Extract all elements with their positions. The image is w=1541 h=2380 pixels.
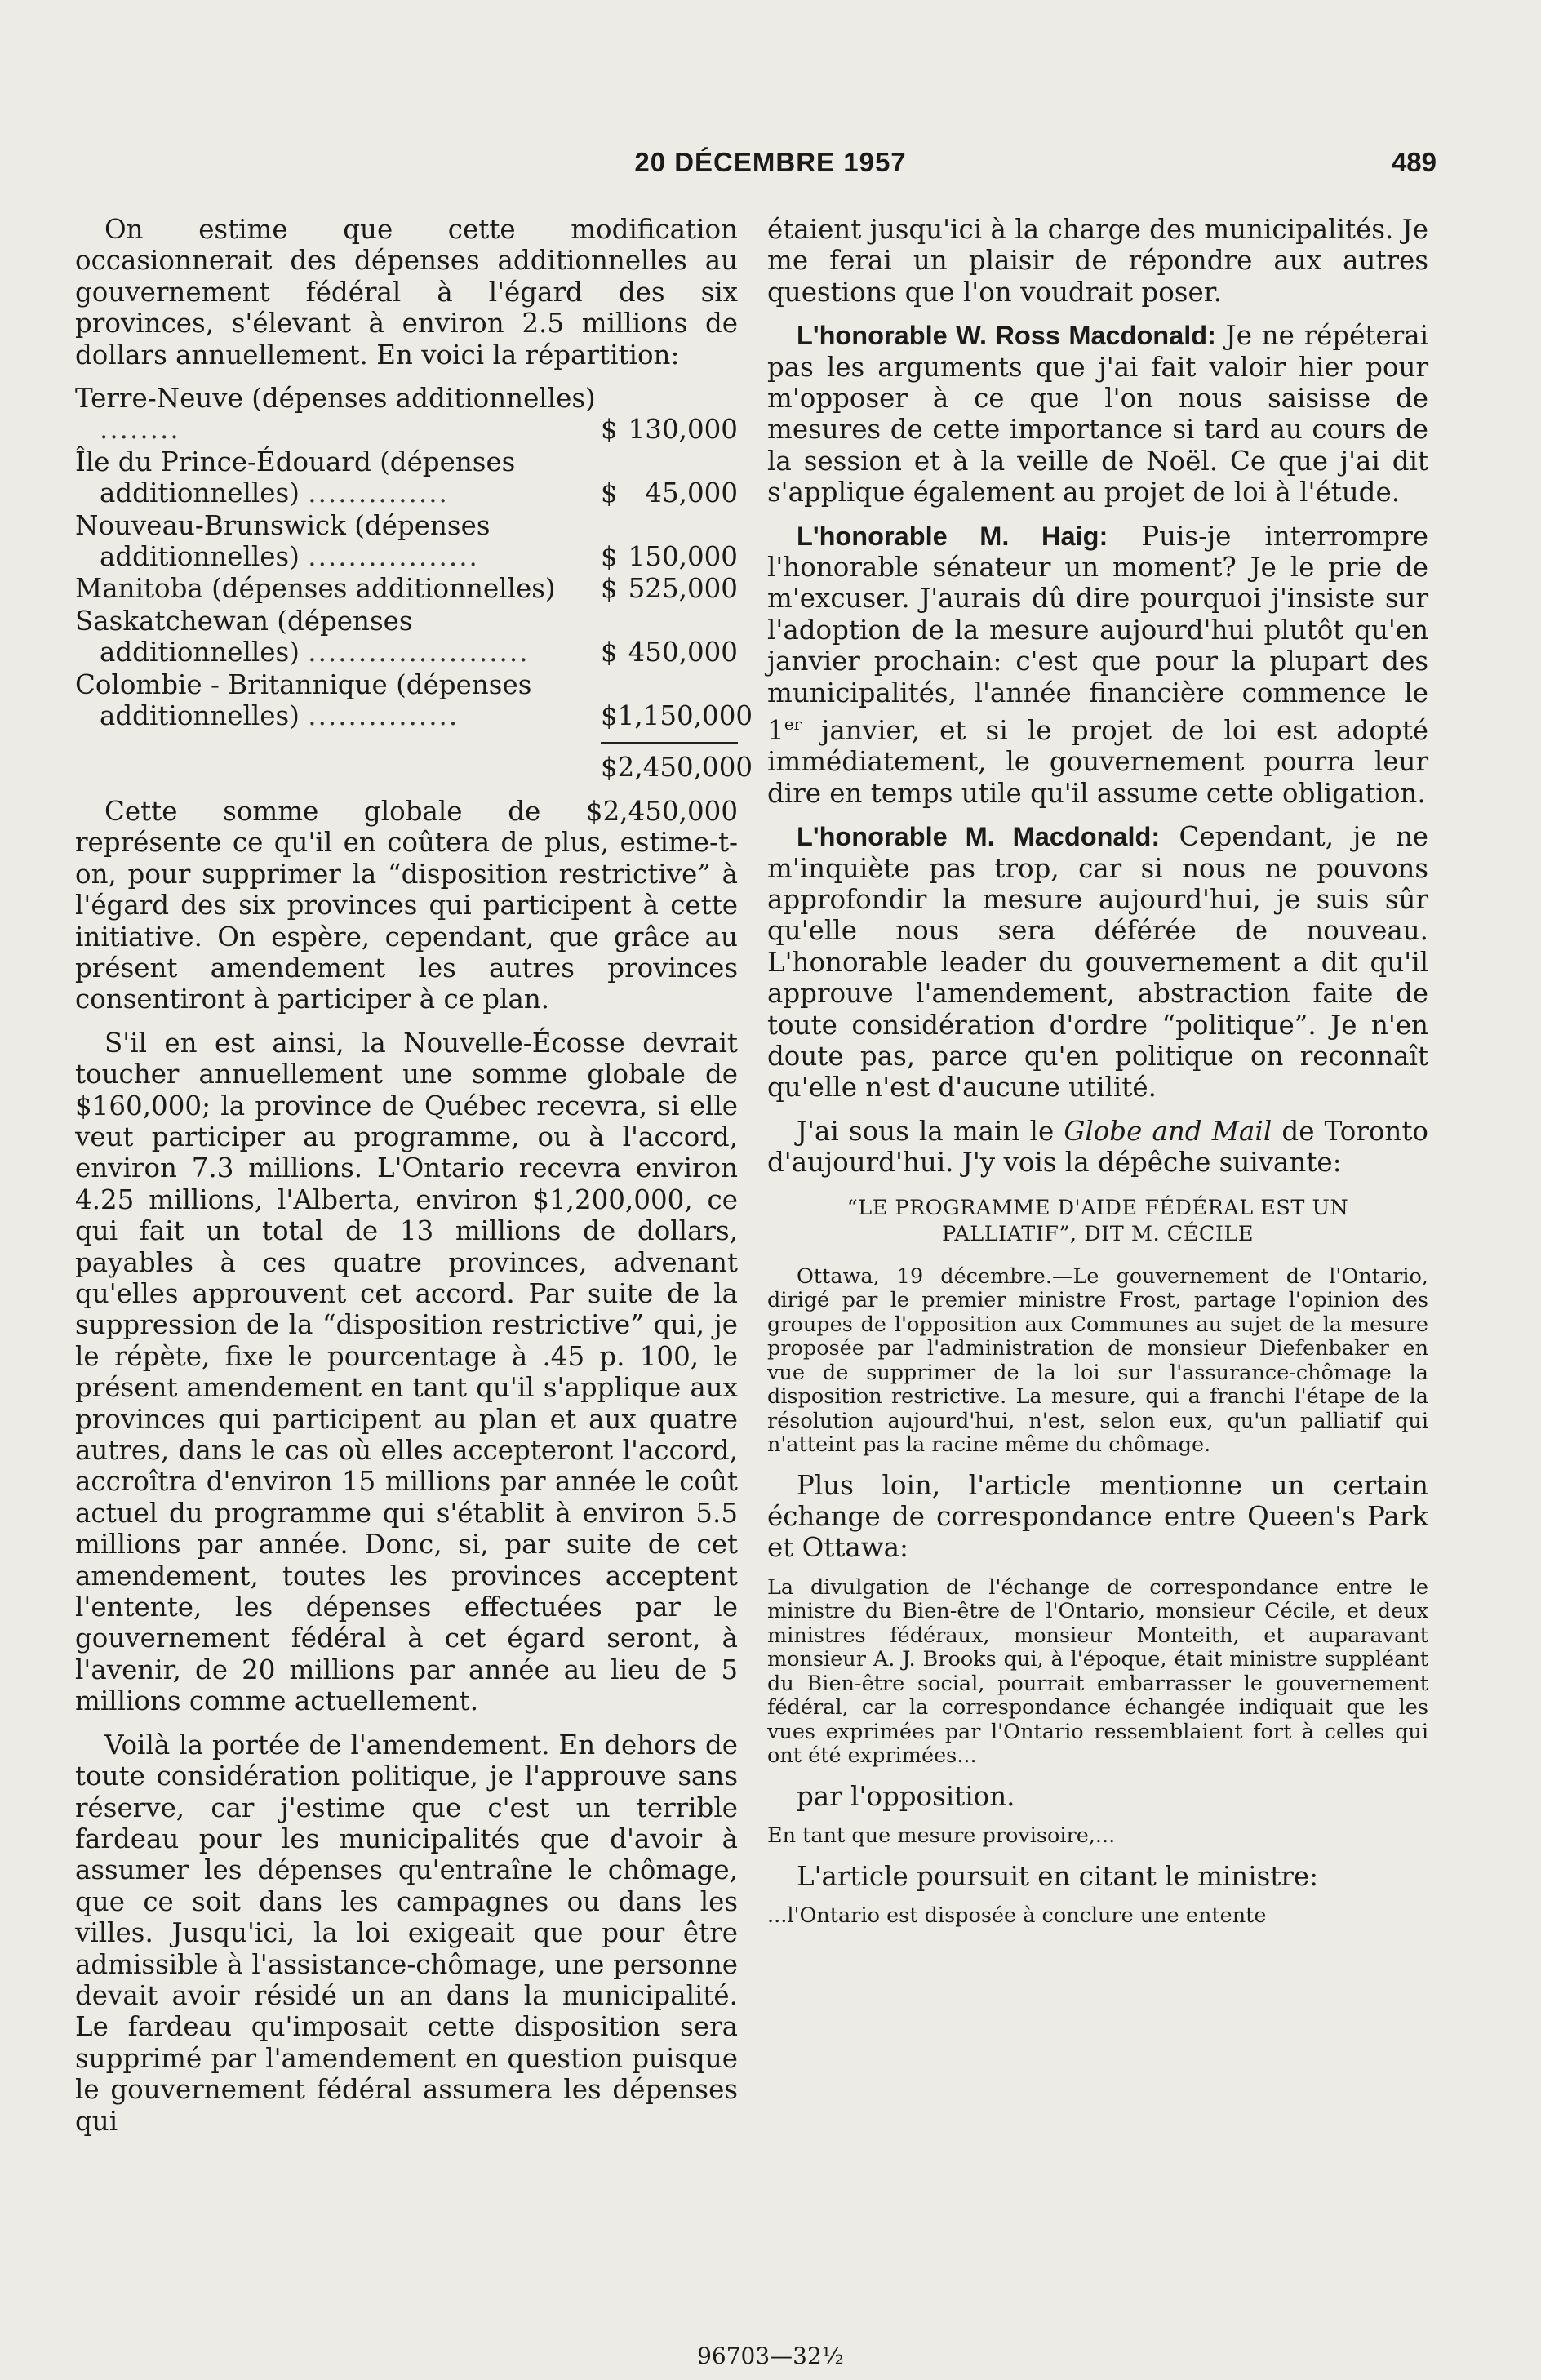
speaker-name: L'honorable W. Ross Macdonald: <box>797 321 1216 351</box>
quote-headline: “LE PROGRAMME D'AIDE FÉDÉRAL EST UN PALLIATIF”, DIT M. CÉCILE <box>846 1195 1349 1246</box>
table-row <box>75 668 753 732</box>
row-amount: $ 130,000 <box>601 414 738 446</box>
row-label: Colombie - Britannique (dépenses additionnelles) ............... <box>75 668 532 732</box>
row-label: Nouveau-Brunswick (dépenses additionnelles) ................. <box>75 509 491 573</box>
paragraph: Cette somme globale de $2,450,000 représente ce qu'il en coûtera de plus, estime-t-on, pour supprimer la “disposition restrictive” à l'égard des six provinces qui participent à cette initiative. On espère, cependant, que grâce au présent amendement les autres provinces consentiront à participer à ce plan. <box>75 795 738 1015</box>
speech: L'honorable W. Ross Macdonald: Je ne répéterai pas les arguments que j'ai fait valoir hier pour m'opposer à ce que l'on nous saisisse de mesures de cette importance si tard au cours de la session et à la veille de Noël. Ce que j'ai dit s'applique également au projet de loi à l'étude. <box>767 320 1428 508</box>
paragraph: Plus loin, l'article mentionne un certain échange de correspondance entre Queen's Park et Ottawa: <box>767 1469 1428 1564</box>
table-row <box>75 510 738 573</box>
table-row <box>75 573 738 604</box>
row-amount: $ 525,000 <box>601 573 738 605</box>
quoted-text: ...l'Ontario est disposée à conclure une entente <box>767 1903 1267 1929</box>
left-column <box>75 214 753 2149</box>
row-label: Manitoba (dépenses additionnelles) <box>75 573 556 605</box>
paragraph: Voilà la portée de l'amendement. En dehors de toute considération politique, je l'approuve sans réserve, car j'estime que c'est un terrible fardeau pour les municipalités que d'avoir à assumer les dépenses qu'entraîne le chômage, que ce soit dans les campagnes ou dans les villes. Jusqu'ici, la loi exigeait que pour être admissible à l'assistance-chômage, une personne devait avoir résidé un an dans la municipalité. Le fardeau qu'imposait cette disposition sera supprimé par l'amendement en question puisque le gouvernement fédéral assumera les dépenses qui <box>75 1729 738 2137</box>
table-row <box>75 446 738 509</box>
row-label: Terre-Neuve (dépenses additionnelles) ........ <box>75 383 596 446</box>
page-number: 489 <box>1391 147 1437 177</box>
expense-table <box>75 383 753 783</box>
paragraph: par l'opposition. <box>797 1780 1015 1812</box>
speaker-name: L'honorable M. Macdonald: <box>797 822 1161 852</box>
page-header <box>0 147 1541 188</box>
quoted-text: La divulgation de l'échange de correspondance entre le ministre du Bien-être de l'Ontario, monsieur Cécile, et deux ministres fédéraux, monsieur Monteith, et auparavant monsieur A. J. Brooks qui, à l'époque, était ministre suppléant du Bien-être social, pourrait embarrasser le gouvernement fédéral, car la correspondance échangée indiquait que les vues exprimées par l'Ontario ressemblaient fort à celles qui ont été exprimées... <box>767 1574 1428 1769</box>
paragraph: L'article poursuit en citant le ministre: <box>797 1860 1319 1892</box>
right-column <box>767 214 1428 1941</box>
quoted-text: Ottawa, 19 décembre.—Le gouvernement de l'Ontario, dirigé par le premier ministre Frost, partage l'opinion des groupes de l'opposition aux Communes au sujet de la mesure proposée par l'administration de monsieur Diefenbaker en vue de supprimer de la loi sur l'assurance-chômage la disposition restrictive. La mesure, qui a franchi l'étape de la résolution aujourd'hui, n'est, selon eux, qu'un palliatif qui n'atteint pas la racine même du chômage. <box>767 1263 1428 1458</box>
speech: L'honorable M. Haig: Puis-je interrompre l'honorable sénateur un moment? Je le prie de m'excuser. J'aurais dû dire pourquoi j'insiste sur l'adoption de la mesure aujourd'hui plutôt qu'en janvier prochain: c'est que pour la plupart des municipalités, l'année financière commence le 1er janvier, et si le projet de loi est adopté immédiatement, le gouvernement pourra leur dire en temps utile qu'il assume cette obligation. <box>767 520 1428 809</box>
table-row <box>75 383 738 446</box>
page-date: 20 DÉCEMBRE 1957 <box>634 147 907 177</box>
paragraph: On estime que cette modification occasionnerait des dépenses additionnelles au gouvernement fédéral à l'égard des six provinces, s'élevant à environ 2.5 millions de dollars annuellement. En voici la répartition: <box>75 214 738 371</box>
row-label: Île du Prince-Édouard (dépenses additionnelles) .............. <box>75 446 516 509</box>
speaker-name: L'honorable M. Haig: <box>797 521 1108 551</box>
row-amount: $ 450,000 <box>601 637 738 668</box>
row-amount: $ 150,000 <box>601 541 738 573</box>
paragraph: étaient jusqu'ici à la charge des municipalités. Je me ferai un plaisir de répondre aux autres questions que l'on voudrait poser. <box>767 214 1428 308</box>
table-row <box>75 606 738 668</box>
paragraph: J'ai sous la main le Globe and Mail de Toronto d'aujourd'hui. J'y vois la dépêche suivante: <box>767 1115 1428 1179</box>
speech: L'honorable M. Macdonald: Cependant, je ne m'inquiète pas trop, car si nous ne pouvons approfondir la mesure aujourd'hui, je suis sûr qu'elle nous sera déférée de nouveau. L'honorable leader du gouvernement a dit qu'il approuve l'amendement, abstraction faite de toute considération d'ordre “politique”. Je n'en doute pas, parce qu'en politique on reconnaît qu'elle n'est d'aucune utilité. <box>767 821 1428 1103</box>
row-amount: $ 45,000 <box>601 477 738 509</box>
row-label: Saskatchewan (dépenses additionnelles) ...................... <box>75 605 530 668</box>
table-total: $2,450,000 <box>75 742 738 783</box>
row-amount: $1,150,000 <box>601 700 753 732</box>
paragraph: S'il en est ainsi, la Nouvelle-Écosse devrait toucher annuellement une somme globale de $160,000; la province de Québec recevra, si elle veut participer au programme, ou à l'accord, environ 7.3 millions. L'Ontario recevra environ 4.25 millions, l'Alberta, environ $1,200,000, ce qui fait un total de 13 millions de dollars, payables à ces quatre provinces, advenant qu'elles approuvent cet accord. Par suite de la suppression de la “disposition restrictive” qui, je le répète, fixe le pourcentage à .45 p. 100, le présent amendement en tant qu'il s'applique aux provinces qui participent au plan et aux quatre autres, dans le cas où elles accepteront l'accord, accroîtra d'environ 15 millions par année le coût actuel du programme qui s'établit à environ 5.5 millions par année. Donc, si, par suite de cet amendement, toutes les provinces acceptent l'entente, les dépenses effectuées par le gouvernement fédéral à cet égard seront, à l'avenir, de 20 millions par année au lieu de 5 millions comme actuellement. <box>75 1027 738 1717</box>
quoted-text: En tant que mesure provisoire,... <box>767 1823 1116 1849</box>
page-footer-code: 96703—32½ <box>697 2342 844 2369</box>
